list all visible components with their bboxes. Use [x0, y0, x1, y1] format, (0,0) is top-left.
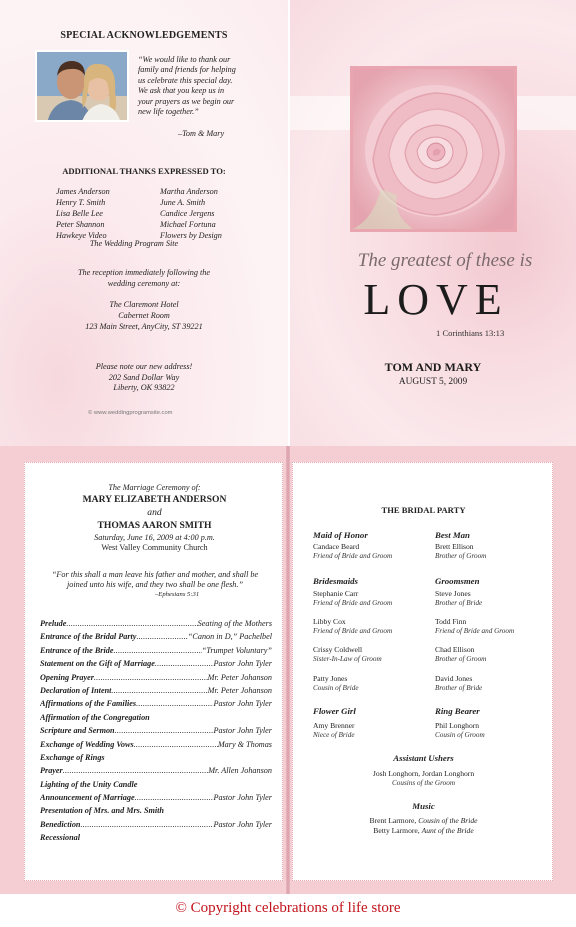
assistant-ushers-relation: Cousins of the Groom — [391, 779, 456, 787]
order-row — [40, 766, 272, 779]
ring-bearer-label: Ring Bearer — [435, 706, 480, 716]
thanks-name: Martha Anderson — [160, 187, 218, 196]
bridesmaid-relation: Friend of Bride and Groom — [313, 627, 393, 635]
music-performer-relation: Cousin of the Bride — [418, 816, 478, 825]
best-man-name: Brett Ellison — [435, 542, 474, 551]
maid-of-honor-relation: Friend of Bride and Groom — [313, 552, 393, 560]
order-event: Exchange of Rings — [40, 752, 105, 762]
quote-line: “We would like to thank our — [138, 55, 231, 64]
music-label: Music — [412, 801, 435, 811]
thanks-name: Michael Fortuna — [160, 220, 216, 229]
music-performer-relation: Aunt of the Bride — [421, 826, 474, 835]
order-row — [40, 753, 272, 766]
order-row — [40, 780, 272, 793]
ceremony-verse-ref: –Ephesians 5:31 — [155, 591, 200, 598]
order-detail: Pastor John Tyler — [213, 793, 272, 803]
order-row — [40, 726, 272, 739]
order-event: Prelude — [40, 619, 67, 628]
order-detail: Pastor John Tyler — [213, 819, 272, 829]
order-row — [40, 646, 272, 659]
bridesmaid-relation: Friend of Bride and Groom — [313, 599, 393, 607]
order-row — [40, 833, 272, 846]
footer-copyright: © Copyright celebrations of life store — [175, 900, 401, 916]
venue-line: The Claremont Hotel — [109, 300, 179, 309]
groomsman-relation: Brother of Bride — [435, 684, 483, 692]
order-detail: “Canon in D,” Pachelbel — [187, 632, 272, 642]
address-line: Please note our new address! — [95, 362, 193, 371]
bridesmaid-name: Crissy Coldwell — [313, 645, 363, 654]
order-detail: “Trumpet Voluntary” — [201, 645, 272, 655]
bridesmaid-name: Patty Jones — [313, 674, 348, 683]
flower-girl-relation: Niece of Bride — [313, 731, 355, 739]
ceremony-location: West Valley Community Church — [101, 543, 208, 552]
maid-of-honor-name: Candace Beard — [313, 542, 360, 551]
back-cover-panel — [0, 0, 288, 446]
acknowledgements-heading: SPECIAL ACKNOWLEDGEMENTS — [60, 30, 228, 41]
assistant-ushers-names: Josh Longhorn, Jordan Longhorn — [372, 769, 475, 778]
quote-line: We ask that you keep us in — [138, 86, 225, 96]
best-man-relation: Brother of Groom — [435, 552, 487, 560]
order-detail: Mary & Thomas — [217, 739, 272, 749]
groomsman-name: David Jones — [435, 674, 473, 683]
order-event: Statement on the Gift of Marriage — [40, 659, 155, 669]
music-performer — [293, 826, 554, 835]
order-event: Lighting of the Unity Candle — [40, 779, 138, 789]
rose-image — [350, 66, 517, 232]
cover-wedding-date: AUGUST 5, 2009 — [398, 377, 468, 387]
thanks-list-left — [56, 186, 110, 241]
order-detail: Mr. Allen Johanson — [208, 766, 272, 776]
quote-line: new life together.” — [138, 107, 199, 117]
order-event: Affirmation of the Congregation — [40, 712, 150, 722]
address-line: Liberty, OK 93822 — [113, 383, 175, 393]
music-performer-name: Brent Larmore, — [369, 816, 417, 825]
thanks-name-last: The Wedding Program Site — [89, 239, 179, 248]
verse-line: “For this shall a man leave his father and mother, and shall be — [51, 570, 259, 579]
order-row — [40, 793, 272, 806]
reception-venue — [0, 300, 288, 332]
cover-couple-names: TOM AND MARY — [384, 360, 482, 374]
verse-line: joined unto his wife, and they two shall be one flesh.” — [66, 580, 244, 590]
order-row — [40, 673, 272, 686]
order-detail: Pastor John Tyler — [213, 659, 272, 669]
groomsmen-label: Groomsmen — [435, 576, 480, 586]
thanks-list-right — [160, 186, 222, 241]
order-row — [40, 632, 272, 645]
order-detail: Pastor John Tyler — [213, 726, 272, 736]
order-event: Scripture and Sermon — [40, 726, 115, 736]
order-row — [40, 740, 272, 753]
ring-bearer-relation: Cousin of Groom — [435, 731, 485, 739]
groomsman-relation: Friend of Bride and Groom — [435, 627, 515, 635]
order-row — [40, 713, 272, 726]
order-detail: Mr. Peter Johanson — [207, 685, 272, 695]
quote-line: your prayers as we begin our — [138, 96, 235, 106]
bridesmaid-relation: Cousin of Bride — [313, 684, 359, 692]
new-address-note — [0, 362, 288, 394]
thanks-name: Henry T. Smith — [56, 198, 106, 207]
reception-line: The reception immediately following the — [77, 268, 211, 277]
order-event: Opening Prayer — [40, 672, 94, 682]
venue-line: Cabernet Room — [118, 310, 170, 320]
groomsman-relation: Brother of Bride — [435, 599, 483, 607]
ceremony-page — [24, 462, 283, 881]
and-text: and — [147, 507, 162, 518]
order-event: Announcement of Marriage — [40, 793, 135, 803]
order-event: Presentation of Mrs. and Mrs. Smith — [40, 806, 164, 816]
order-of-service — [40, 619, 272, 847]
thanks-name: Candice Jergens — [160, 209, 215, 218]
music-performer — [293, 816, 554, 825]
groomsman-name: Todd Finn — [435, 617, 467, 626]
bridesmaid-name: Libby Cox — [313, 617, 346, 626]
order-event: Affirmations of the Families — [40, 699, 137, 709]
order-event: Exchange of Wedding Vows — [40, 739, 134, 749]
order-row — [40, 659, 272, 672]
thanks-name: Flowers by Design — [160, 231, 222, 240]
bridesmaid-relation: Sister-In-Law of Groom — [313, 655, 382, 663]
maid-of-honor-label: Maid of Honor — [313, 530, 368, 540]
thanks-name: James Anderson — [56, 187, 110, 196]
footer — [0, 894, 576, 927]
front-cover-panel — [290, 0, 576, 446]
ceremony-verse — [41, 570, 269, 591]
bridesmaids-label: Bridesmaids — [313, 576, 358, 586]
groomsman-relation: Brother of Groom — [435, 655, 487, 663]
cover-tagline: The greatest of these is — [357, 250, 533, 271]
cover-verse-ref: 1 Corinthians 13:13 — [436, 328, 505, 338]
quote-signature: –Tom & Mary — [178, 129, 225, 138]
thanks-name: Lisa Belle Lee — [56, 209, 103, 218]
reception-line: wedding ceremony at: — [107, 278, 181, 288]
couple-photo — [35, 50, 129, 122]
order-row — [40, 699, 272, 712]
bridal-party-page — [292, 462, 553, 881]
flower-girl-label: Flower Girl — [313, 706, 356, 716]
quote-line: family and friends for helping — [138, 65, 236, 75]
site-copyright: © www.weddingprogramsite.com — [88, 410, 173, 416]
bride-name: MARY ELIZABETH ANDERSON — [82, 494, 227, 505]
ceremony-intro: The Marriage Ceremony of: — [108, 483, 201, 492]
groom-name: THOMAS AARON SMITH — [97, 520, 212, 531]
order-event: Recessional — [40, 833, 81, 843]
inside-fold-line — [286, 446, 290, 894]
cover-love-title: LOVE — [363, 275, 509, 324]
thank-you-quote — [138, 55, 258, 117]
order-event: Entrance of the Bridal Party — [40, 632, 137, 642]
ceremony-datetime: Saturday, June 16, 2009 at 4:00 p.m. — [94, 533, 215, 542]
order-detail: Seating of the Mothers — [197, 619, 272, 628]
address-line: 202 Sand Dollar Way — [108, 372, 180, 382]
thanks-name: June A. Smith — [160, 198, 206, 207]
quote-line: us celebrate this special day. — [138, 75, 233, 85]
order-row — [40, 820, 272, 833]
best-man-label: Best Man — [435, 530, 470, 540]
venue-line: 123 Main Street, AnyCity, ST 39221 — [85, 321, 203, 331]
flower-girl-name: Amy Brenner — [313, 721, 355, 730]
order-detail: Mr. Peter Johanson — [207, 672, 272, 682]
order-row — [40, 806, 272, 819]
groomsman-name: Steve Jones — [435, 589, 471, 598]
reception-note — [0, 268, 288, 289]
groomsman-name: Chad Ellison — [435, 645, 475, 654]
order-event: Benediction — [40, 819, 81, 829]
order-row — [40, 619, 272, 632]
order-event: Entrance of the Bride — [40, 645, 114, 655]
bridal-party-title: THE BRIDAL PARTY — [381, 505, 466, 515]
order-event: Declaration of Intent — [40, 685, 112, 695]
assistant-ushers-label: Assistant Ushers — [393, 753, 454, 763]
order-row — [40, 686, 272, 699]
bridesmaid-name: Stephanie Carr — [313, 589, 359, 598]
music-performer-name: Betty Larmore, — [373, 826, 420, 835]
order-event: Prayer — [40, 766, 63, 776]
order-detail: Pastor John Tyler — [213, 699, 272, 709]
thanks-heading: ADDITIONAL THANKS EXPRESSED TO: — [62, 166, 226, 176]
thanks-name: Hawkeye Video — [56, 231, 107, 240]
ring-bearer-name: Phil Longhorn — [435, 721, 480, 730]
thanks-name: Peter Shannon — [56, 220, 105, 229]
